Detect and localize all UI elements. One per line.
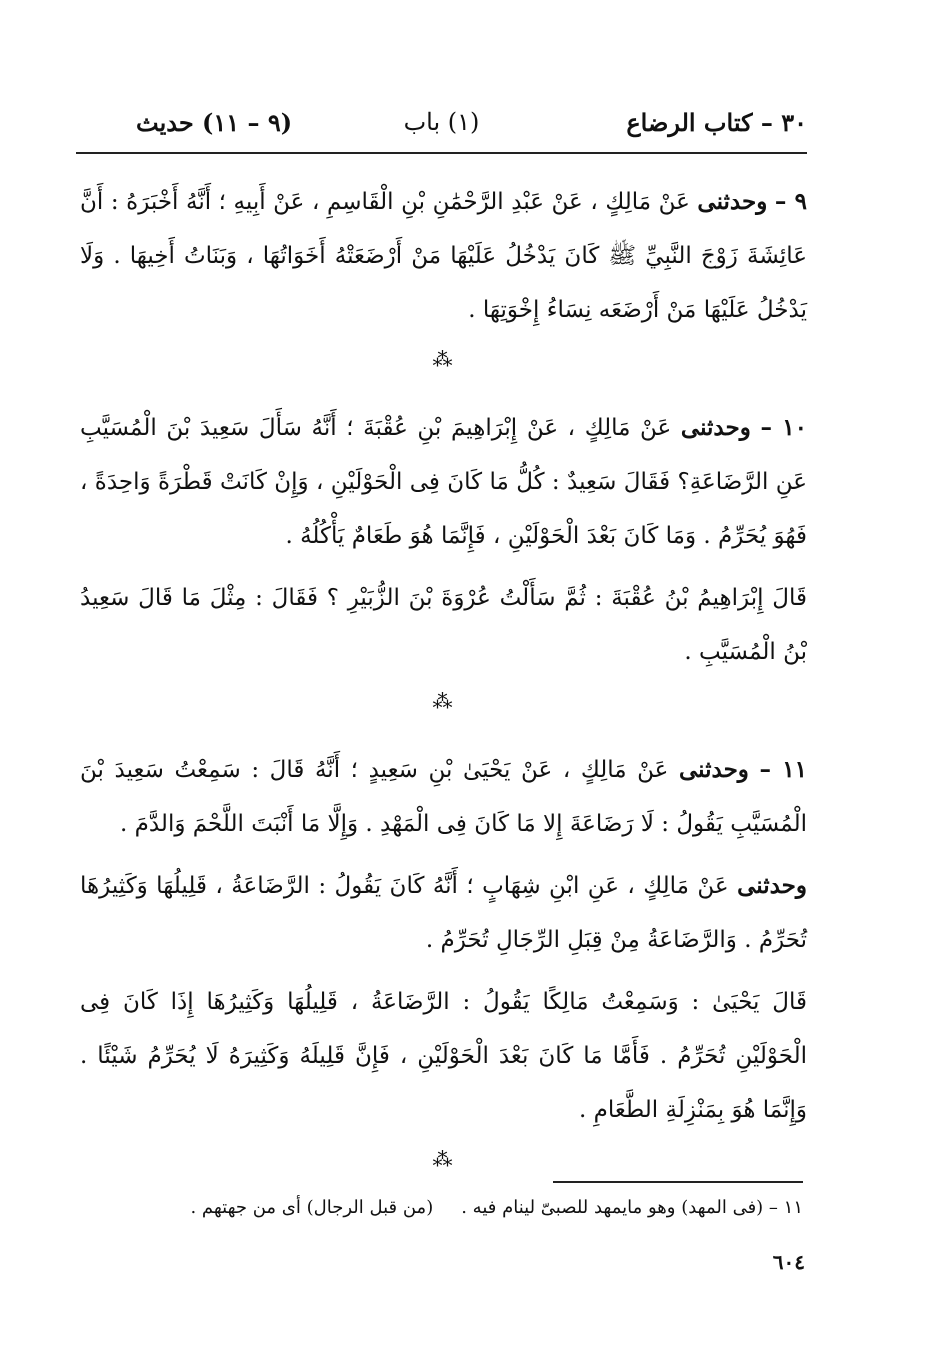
hadith-text: عَنْ مَالِكٍ ، عَنْ يَحْيَىٰ بْنِ سَعِيدٍ ؛ أَنَّهُ قَالَ : سَمِعْتُ سَعِيدَ بْنَ الْمُسَيَّبِ يَقُولُ : لَا رَضَاعَةَ إِلا مَا كَانَ فِى الْمَهْدِ . وَإِلَّا مَا أَنْبَتَ اللَّحْمَ وَالدَّمَ .	[80, 757, 807, 837]
hadith-text: عَنْ مَالِكٍ ، عَنْ إِبْرَاهِيمَ بْنِ عُقْبَةَ ؛ أَنَّهُ سَأَلَ سَعِيدَ بْنَ الْمُسَيَّبِ عَنِ الرَّضَاعَةِ؟ فَقَالَ سَعِيدٌ : كُلُّ مَا كَانَ فِى الْحَوْلَيْنِ ، وَإِنْ كَانَتْ قَطْرَةً وَاحِدَةً ، فَهُوَ يُحَرِّمُ . وَمَا كَانَ بَعْدَ الْحَوْلَيْنِ ، فَإِنَّمَا هُوَ طَعَامٌ يَأْكُلُهُ .	[80, 415, 807, 549]
hadith-10	[80, 401, 807, 563]
hadith-11-malik-opinion: قَالَ يَحْيَىٰ : وَسَمِعْتُ مَالِكًا يَقُولُ : الرَّضَاعَةُ ، قَلِيلُهَا وَكَثِيرُهَا إِذَا كَانَ فِى الْحَوْلَيْنِ تُحَرِّمُ . فَأَمَّا مَا كَانَ بَعْدَ الْحَوْلَيْنِ ، فَإِنَّ قَلِيلَهُ وَكَثِيرَهُ لَا يُحَرِّمُ شَيْئًا . وَإِنَّمَا هُوَ بِمَنْزِلَةِ الطَّعَامِ .	[80, 989, 807, 1123]
hadith-text: عَنْ مَالِكٍ ، عَنْ عَبْدِ الرَّحْمَٰنِ بْنِ الْقَاسِمِ ، عَنْ أَبِيهِ ؛ أَنَّهُ أَخْبَرَهُ : أَنَّ عَائِشَةَ زَوْجَ النَّبِيِّ ﷺ كَانَ يَدْخُلُ عَلَيْهَا مَنْ أَرْضَعَتْهُ أَخَوَاتُهَا ، وَبَنَاتُ أَخِيهَا . وَلَا يَدْخُلُ عَلَيْهَا مَنْ أَرْضَعَه نِسَاءُ إِخْوَتِهَا .	[80, 189, 807, 323]
hadith-11-ibn-shihab	[80, 859, 807, 967]
running-header	[76, 108, 807, 148]
footnote	[150, 1196, 803, 1220]
footnote-part-2: (من قبل الرجال) أى من جهتهم .	[190, 1197, 434, 1218]
section-separator: ⁂	[432, 1147, 455, 1171]
hadith-number: ٩ –	[774, 188, 808, 215]
hadith-lead: وحدثنى	[697, 188, 768, 215]
hadith-range: (٩ – ١١) حديث	[136, 108, 293, 137]
chapter-label: (١) باب	[403, 108, 480, 136]
footnote-divider	[553, 1181, 803, 1183]
page-number: ٦٠٤	[772, 1250, 805, 1274]
hadith-text: عَنْ مَالِكٍ ، عَنِ ابْنِ شِهَابٍ ؛ أَنَّهُ كَانَ يَقُولُ : الرَّضَاعَةُ ، قَلِيلُهَا وَكَثِيرُهَا تُحَرِّمُ . وَالرَّضَاعَةُ مِنْ قِبَلِ الرِّجَالِ تُحَرِّمُ .	[80, 873, 807, 953]
main-text	[80, 175, 807, 1201]
hadith-lead: وحدثنى	[680, 414, 751, 441]
hadith-9	[80, 175, 807, 337]
hadith-number: ١١ –	[759, 756, 808, 783]
hadith-number: ١٠ –	[760, 414, 807, 441]
section-separator: ⁂	[432, 347, 455, 371]
section-separator: ⁂	[432, 689, 455, 713]
hadith-lead: وحدثنى	[678, 756, 749, 783]
hadith-11	[80, 743, 807, 851]
hadith-10-addendum: قَالَ إِبْرَاهِيمُ بْنُ عُقْبَةَ : ثُمَّ سَأَلْتُ عُرْوَةَ بْنَ الزُّبَيْرِ ؟ فَقَالَ : مِثْلَ مَا قَالَ سَعِيدُ بْنُ الْمُسَيَّبِ .	[80, 585, 807, 665]
header-divider	[76, 152, 807, 154]
hadith-lead: وحدثنى	[737, 872, 807, 899]
book-title: ٣٠ – كتاب الرضاع	[626, 108, 807, 137]
footnote-part-1: ١١ – (فى المهد) وهو مايمهد للصبىّ لينام فيه .	[461, 1197, 803, 1218]
